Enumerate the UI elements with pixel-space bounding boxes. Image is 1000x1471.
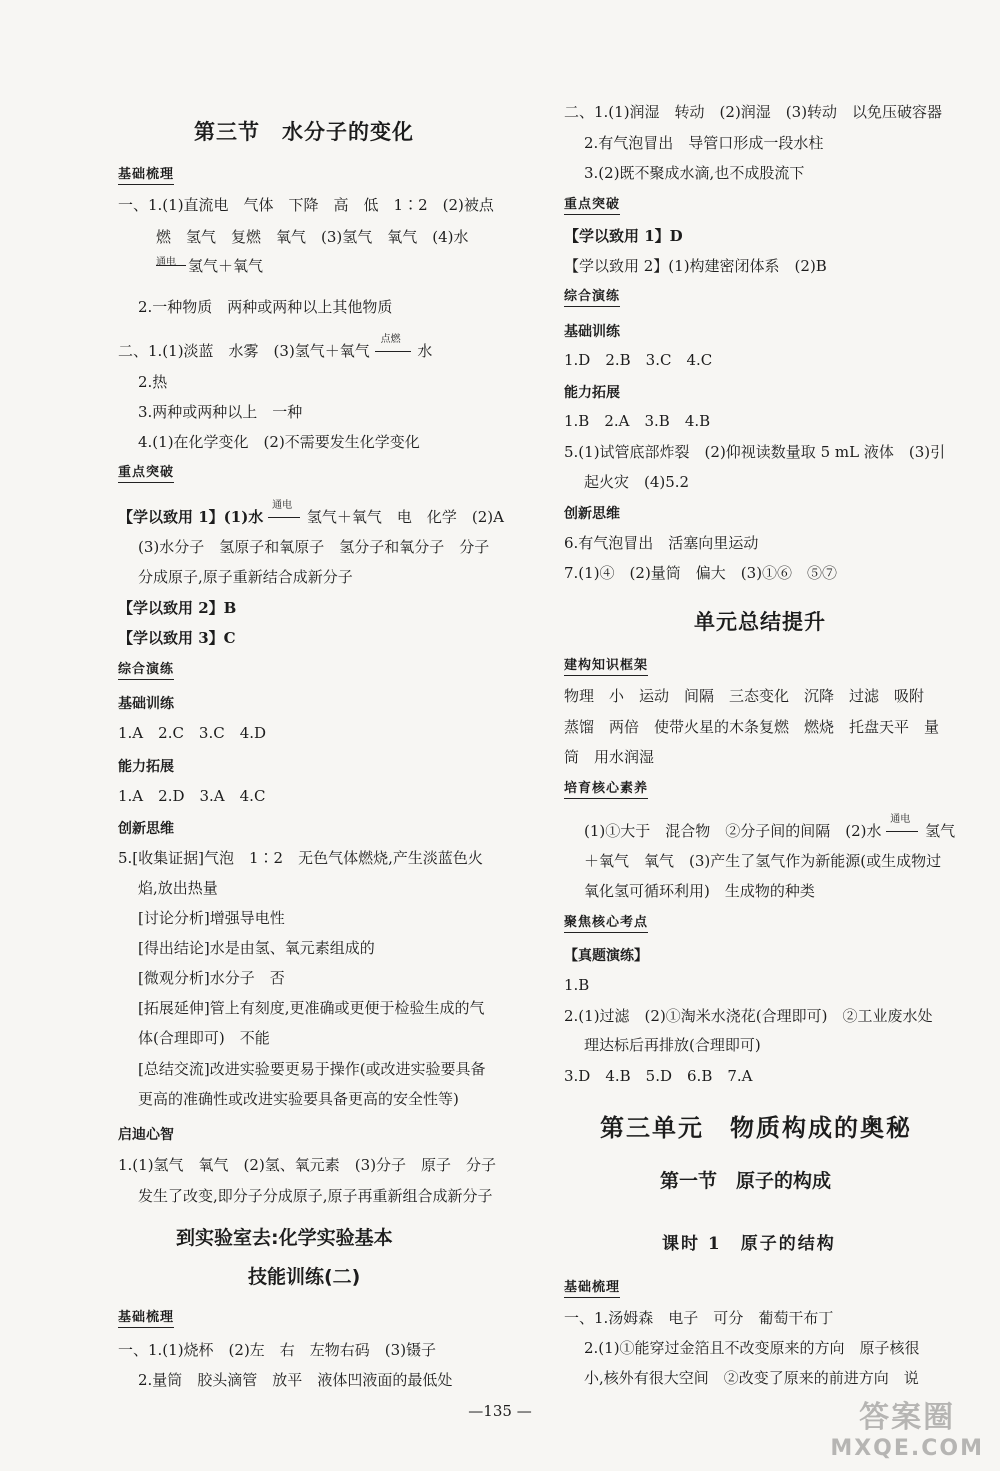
text-line: 1.D 2.B 3.C 4.C	[564, 351, 713, 369]
heading-basic-review-2: 基础梳理	[118, 1310, 174, 1328]
equation-line	[118, 334, 433, 361]
text-line: 2.(1)①能穿过金箔且不改变原来的方向 原子核很	[584, 1339, 920, 1357]
text-line: 3.(2)既不聚成水滴,也不成股流下	[584, 164, 805, 182]
unit-summary-title: 单元总结提升	[694, 610, 826, 634]
heading-focus-exam: 聚焦核心考点	[564, 915, 648, 933]
text-line: 燃 氢气 复燃 氧气 (3)氢气 氧气 (4)水	[156, 228, 469, 246]
reaction-arrow	[156, 265, 186, 266]
text-line: 6.有气泡冒出 活塞向里运动	[564, 534, 759, 552]
exercise-label: 【学以致用 1】(1)水	[118, 508, 264, 526]
text-line: 分成原子,原子重新结合成新分子	[138, 568, 353, 586]
heading-knowledge-framework: 建构知识框架	[564, 658, 648, 676]
page-number: —135 —	[468, 1402, 532, 1420]
text-line: 3.D 4.B 5.D 6.B 7.A	[564, 1067, 753, 1085]
text-line: [讨论分析]增强导电性	[138, 909, 285, 927]
text-line: [拓展延伸]管上有刻度,更准确或更便于检验生成的气	[138, 999, 485, 1017]
text-line: [得出结论]水是由氢、氧元素组成的	[138, 939, 375, 957]
equation-products: 氢气＋氧气	[188, 257, 264, 275]
heading-basic-review-3: 基础梳理	[564, 1280, 620, 1298]
equation-line	[584, 814, 956, 841]
watermark-url: MXQE.COM	[830, 1436, 984, 1461]
reaction-arrow	[375, 334, 413, 361]
text-line: 4.(1)在化学变化 (2)不需要发生化学变化	[138, 433, 420, 451]
text-line: 【学以致用 3】C	[118, 629, 236, 647]
text-line: 起火灾 (4)5.2	[584, 473, 690, 491]
heading-key-points: 重点突破	[564, 197, 620, 215]
reaction-condition: 通电	[156, 257, 176, 268]
text-line: 小,核外有很大空间 ②改变了原来的前进方向 说	[584, 1369, 919, 1387]
text-line: 2.量筒 胶头滴管 放平 液体凹液面的最低处	[138, 1371, 453, 1389]
text-line: 3.两种或两种以上 一种	[138, 403, 303, 421]
text-line: 更高的准确性或改进实验要具备更高的安全性等)	[138, 1090, 459, 1108]
text-line: 2.热	[138, 373, 168, 391]
subheading-real-exam: 【真题演练】	[564, 948, 648, 964]
subheading-basic-training: 基础训练	[118, 696, 174, 712]
subheading-ability: 能力拓展	[118, 759, 174, 775]
equation-line	[118, 500, 504, 527]
equation-reactants: 二、1.(1)淡蓝 水雾 (3)氢气＋氧气	[118, 342, 370, 360]
lab-title-line2: 技能训练(二)	[248, 1266, 361, 1288]
text-line: 1.(1)氢气 氧气 (2)氢、氧元素 (3)分子 原子 分子	[118, 1156, 497, 1174]
text-line: 一、1.(1)烧杯 (2)左 右 左物右码 (3)镊子	[118, 1341, 437, 1359]
text-line: 5.(1)试管底部炸裂 (2)仰视读数量取 5 mL 液体 (3)引	[564, 443, 946, 461]
watermark	[830, 1392, 984, 1461]
text-line: 2.(1)过滤 (2)①淘米水浇花(合理即可) ②工业废水处	[564, 1007, 933, 1025]
equation-product: 氢气	[925, 822, 956, 840]
text-line: 氧化氢可循环利用) 生成物的种类	[584, 882, 815, 900]
text-line: 1.B 2.A 3.B 4.B	[564, 412, 711, 430]
text-line: 【学以致用 2】B	[118, 599, 237, 617]
text-line: 一、1.汤姆森 电子 可分 葡萄干布丁	[564, 1309, 834, 1327]
text-line: 发生了改变,即分子分成原子,原子再重新组合成新分子	[138, 1187, 493, 1205]
text-line: 筒 用水润湿	[564, 748, 655, 766]
text-line: ＋氧气 氧气 (3)产生了氢气作为新能源(或生成物过	[584, 852, 942, 870]
text-line: [总结交流]改进实验要更易于操作(或改进实验要具备	[138, 1060, 486, 1078]
equation-products: 氢气＋氧气 电 化学 (2)A	[306, 508, 504, 526]
subheading-inspire: 启迪心智	[118, 1127, 174, 1143]
heading-comprehensive: 综合演练	[118, 662, 174, 680]
text-line: (3)水分子 氢原子和氧原子 氢分子和氧分子 分子	[138, 538, 490, 556]
watermark-text: 答案圈	[859, 1400, 956, 1435]
text-line: 1.A 2.D 3.A 4.C	[118, 787, 266, 805]
text-line: 【学以致用 2】(1)构建密闭体系 (2)B	[564, 257, 827, 275]
text-line: 2.有气泡冒出 导管口形成一段水柱	[584, 134, 824, 152]
reaction-condition: 通电	[890, 814, 911, 825]
text-line: [微观分析]水分子 否	[138, 969, 285, 987]
text-line: 1.A 2.C 3.C 4.D	[118, 724, 267, 742]
heading-basic-review: 基础梳理	[118, 167, 174, 185]
text-line: 2.一种物质 两种或两种以上其他物质	[138, 298, 393, 316]
text-line: 5.[收集证据]气泡 1∶2 无色气体燃烧,产生淡蓝色火	[118, 849, 483, 867]
reaction-arrow	[268, 500, 302, 527]
heading-comprehensive: 综合演练	[564, 289, 620, 307]
heading-key-points: 重点突破	[118, 465, 174, 483]
lesson-title: 课时 1 原子的结构	[662, 1234, 836, 1254]
unit-title: 第三单元 物质构成的奥秘	[600, 1114, 912, 1142]
text-line: 7.(1)④ (2)量筒 偏大 (3)①⑥ ⑤⑦	[564, 564, 838, 582]
text-line: 焰,放出热量	[138, 879, 218, 897]
text-line: 【学以致用 1】D	[564, 227, 683, 245]
subheading-innovation: 创新思维	[118, 821, 174, 837]
reaction-arrow	[886, 814, 920, 841]
reaction-condition: 通电	[272, 500, 293, 511]
text-line: 理达标后再排放(合理即可)	[584, 1036, 761, 1054]
text-line: 蒸馏 两倍 使带火星的木条复燃 燃烧 托盘天平 量	[564, 718, 940, 736]
reaction-condition: 点燃	[380, 334, 401, 345]
text-line: 一、1.(1)直流电 气体 下降 高 低 1∶2 (2)被点	[118, 196, 494, 214]
lab-title-line1: 到实验室去:化学实验基本	[176, 1227, 393, 1249]
equation-product: 水	[417, 342, 433, 360]
subheading-basic-training: 基础训练	[564, 324, 620, 340]
subheading-innovation: 创新思维	[564, 506, 620, 522]
subheading-ability: 能力拓展	[564, 385, 620, 401]
text-line: 物理 小 运动 间隔 三态变化 沉降 过滤 吸附	[564, 687, 925, 705]
heading-core-literacy: 培育核心素养	[564, 781, 648, 799]
section-title: 第三节 水分子的变化	[194, 120, 414, 144]
equation-reactants: (1)①大于 混合物 ②分子间的间隔 (2)水	[584, 822, 882, 840]
section-title-atom: 第一节 原子的构成	[660, 1170, 832, 1192]
text-line: 体(合理即可) 不能	[138, 1029, 270, 1047]
text-line: 二、1.(1)润湿 转动 (2)润湿 (3)转动 以免压破容器	[564, 103, 943, 121]
text-line: 1.B	[564, 976, 590, 994]
